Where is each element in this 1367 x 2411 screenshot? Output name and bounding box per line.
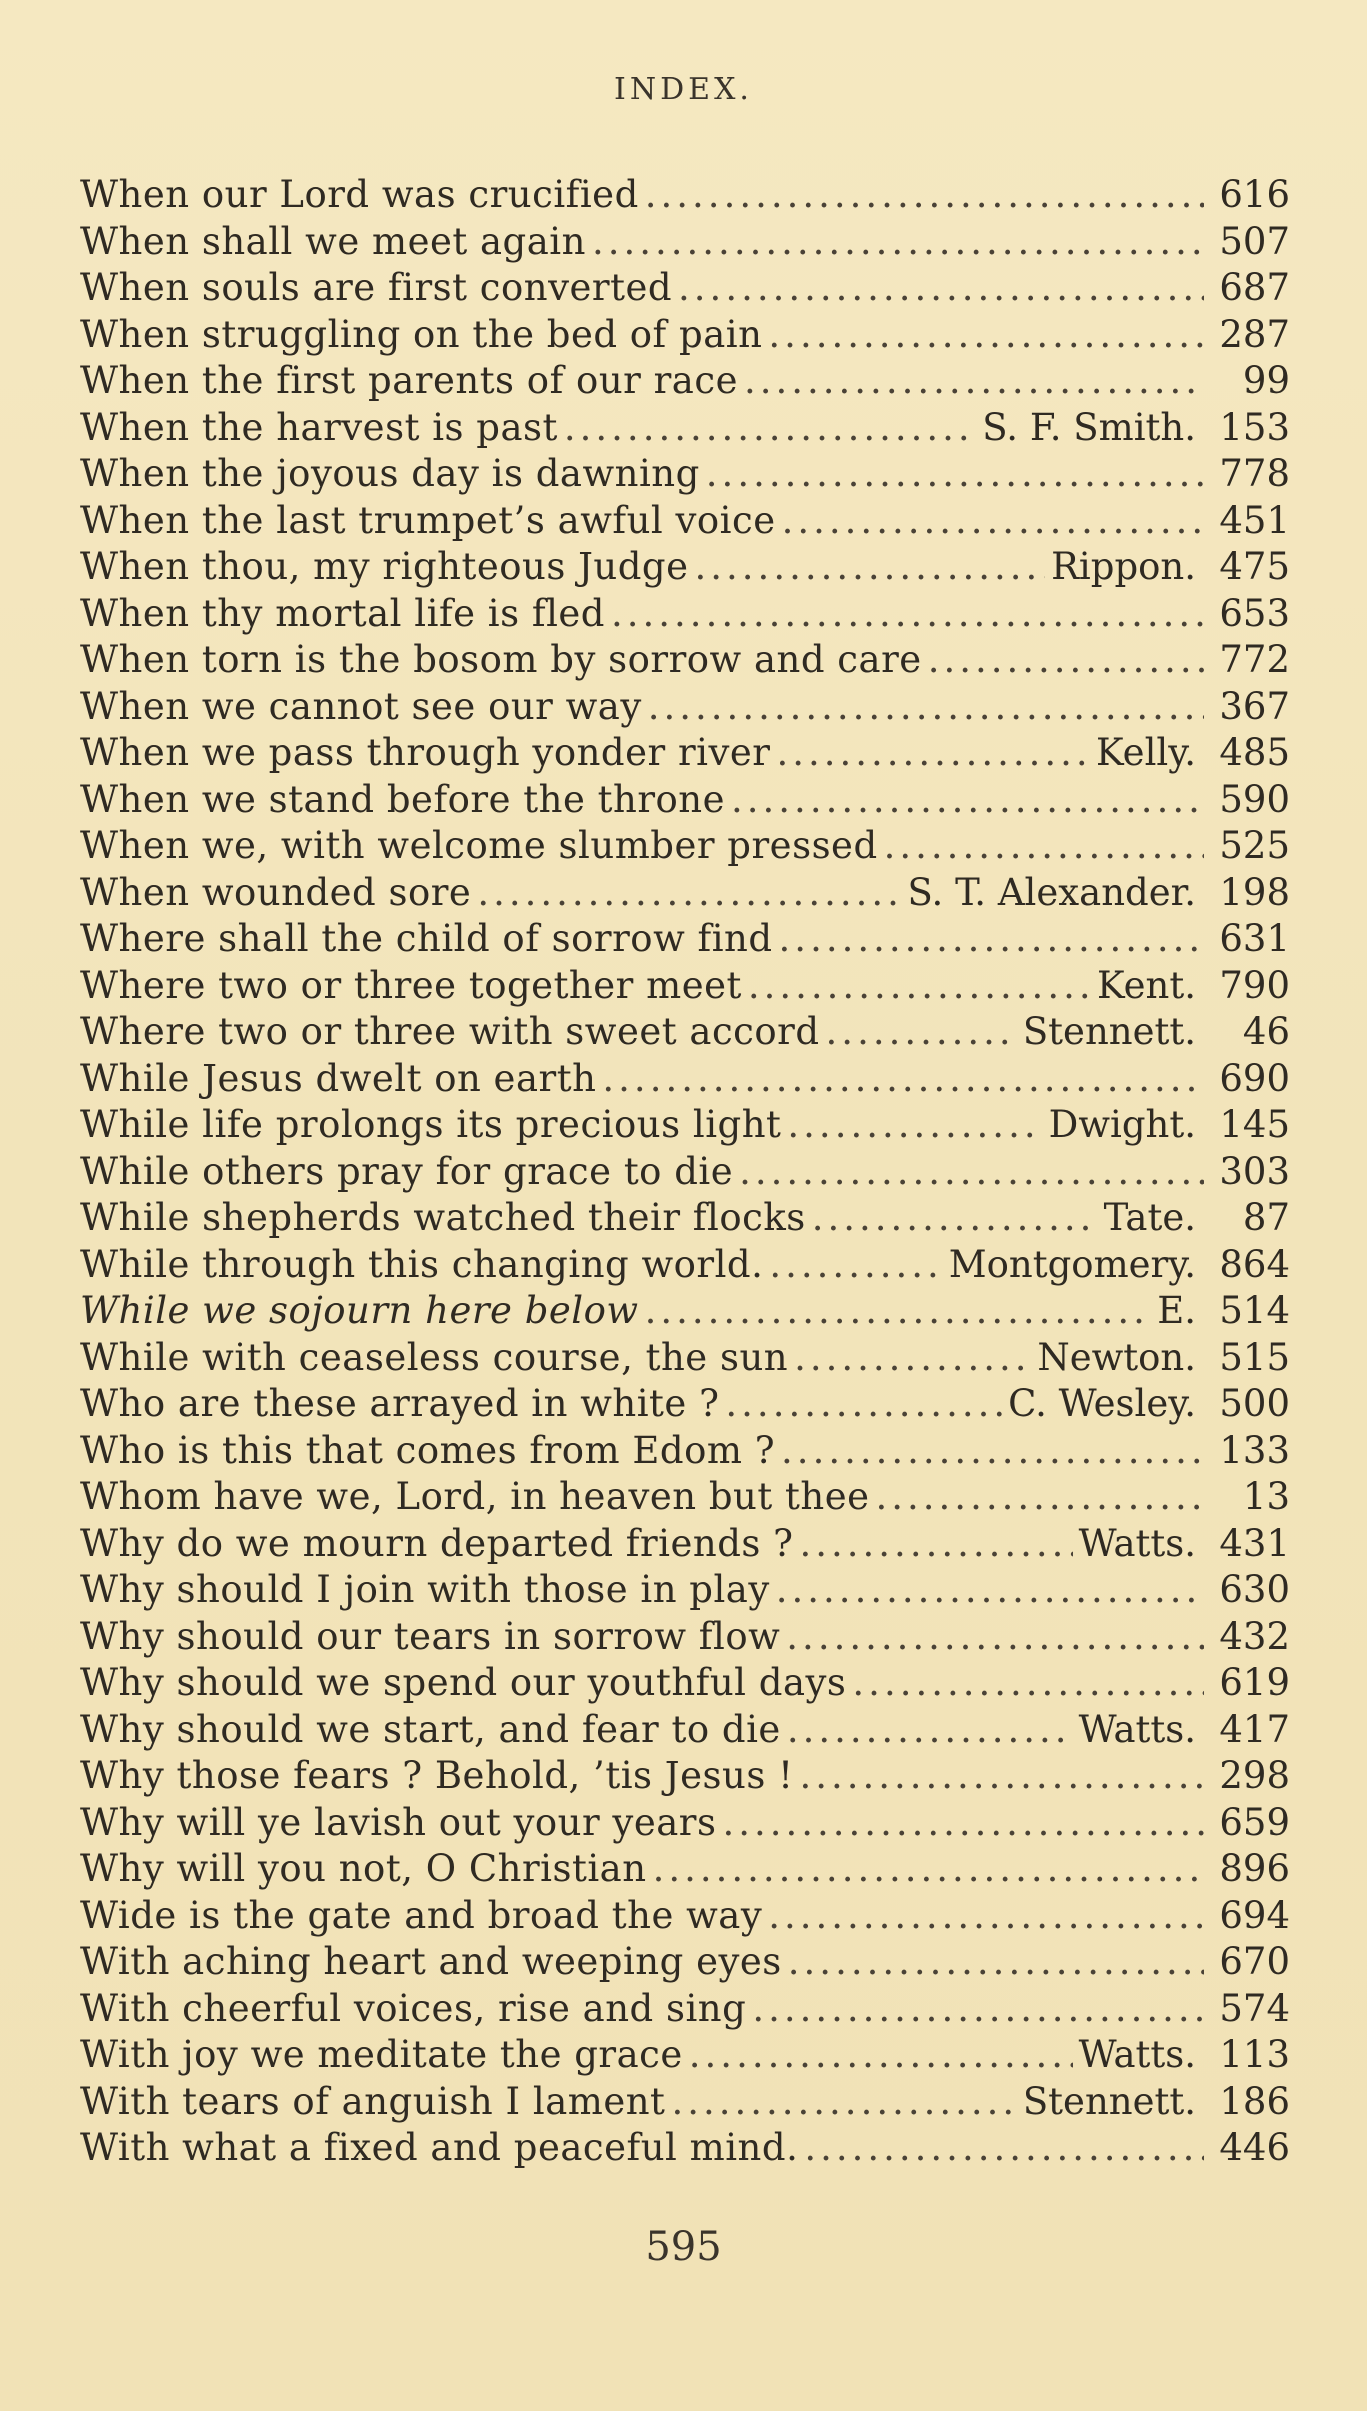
index-entry — [80, 358, 1290, 405]
entry-title: Who are these arrayed in white ? — [80, 1382, 720, 1425]
page-header: INDEX. — [614, 72, 753, 107]
index-entry — [80, 1056, 1290, 1103]
index-entry — [80, 1846, 1290, 1893]
dot-leader — [477, 870, 901, 917]
dot-leader — [769, 1242, 942, 1289]
dot-leader — [678, 265, 1204, 312]
entry-title: While through this changing world. — [80, 1242, 764, 1286]
entry-page-number: 590 — [1219, 777, 1290, 821]
entry-author: Dwight. — [1048, 1103, 1196, 1146]
index-entry — [80, 1800, 1290, 1847]
index-entry — [80, 730, 1290, 777]
index-entry — [80, 451, 1290, 498]
index-entry — [80, 2079, 1290, 2126]
index-entry — [80, 172, 1290, 219]
entry-page-number: 864 — [1219, 1242, 1290, 1286]
index-entry — [80, 1428, 1290, 1475]
index-entry — [80, 265, 1290, 312]
dot-leader — [592, 219, 1204, 266]
entry-page-number: 525 — [1219, 824, 1290, 867]
entry-title: With joy we meditate the grace — [80, 2033, 683, 2076]
dot-leader — [928, 637, 1204, 684]
index-entry — [80, 1707, 1290, 1754]
dot-leader — [602, 1056, 1204, 1103]
entry-page-number: 145 — [1219, 1103, 1290, 1146]
entry-page-number: 574 — [1219, 1986, 1290, 2030]
entry-page-number: 303 — [1219, 1149, 1290, 1193]
dot-leader — [645, 1288, 1152, 1335]
entry-title: While with ceaseless course, the sun — [80, 1335, 789, 1379]
entry-page-number: 631 — [1219, 917, 1290, 960]
entry-title: Where two or three with sweet accord — [80, 1010, 820, 1053]
entry-title: When we, with welcome slumber pressed — [80, 824, 878, 867]
dot-leader — [776, 1567, 1204, 1614]
entry-title: When wounded sore — [80, 870, 472, 914]
entry-title: Why do we mourn departed friends ? — [80, 1521, 794, 1565]
entry-page-number: 46 — [1242, 1010, 1290, 1053]
entry-page-number: 507 — [1219, 219, 1290, 263]
dot-leader — [782, 498, 1204, 545]
dot-leader — [781, 1428, 1204, 1475]
entry-page-number: 432 — [1219, 1614, 1290, 1658]
entry-page-number: 13 — [1242, 1475, 1290, 1518]
index-entry — [80, 1335, 1290, 1382]
entry-title: Whom have we, Lord, in heaven but thee — [80, 1475, 870, 1518]
entry-title: Where two or three together meet — [80, 963, 742, 1007]
entry-author: S. T. Alexander. — [907, 870, 1196, 914]
index-entry — [80, 1474, 1290, 1521]
entry-title: When thou, my righteous Judge — [80, 545, 689, 588]
dot-leader — [748, 963, 1091, 1010]
index-entry — [80, 1567, 1290, 1614]
entry-page-number: 287 — [1219, 312, 1290, 356]
entry-title: When the harvest is past — [80, 405, 558, 449]
dot-leader — [722, 1800, 1204, 1847]
entry-title: Why should we start, and fear to die — [80, 1707, 781, 1751]
dot-leader — [776, 730, 1090, 777]
entry-page-number: 659 — [1219, 1800, 1290, 1844]
dot-leader — [752, 1986, 1204, 2033]
entry-author: Rippon. — [1051, 545, 1196, 588]
index-entry — [80, 498, 1290, 545]
index-entries — [80, 172, 1290, 2172]
index-entry — [80, 1753, 1290, 1800]
entry-title: When the last trumpet’s awful voice — [80, 498, 776, 542]
entry-page-number: 446 — [1219, 2126, 1290, 2169]
entry-title: While life prolongs its precious light — [80, 1103, 782, 1146]
entry-title: Who is this that comes from Edom ? — [80, 1428, 776, 1472]
dot-leader — [884, 823, 1204, 870]
entry-author: Kelly. — [1096, 731, 1196, 774]
entry-page-number: 99 — [1242, 359, 1290, 402]
entry-title: Why will you not, O Christian — [80, 1847, 647, 1890]
entry-title: When we cannot see our way — [80, 684, 642, 728]
entry-title: Why should we spend our youthful days — [80, 1661, 847, 1704]
entry-author: Watts. — [1078, 2033, 1196, 2076]
entry-page-number: 367 — [1219, 684, 1290, 728]
entry-page-number: 778 — [1219, 452, 1290, 495]
entry-title: Where shall the child of sorrow find — [80, 917, 773, 960]
index-entry — [80, 544, 1290, 591]
entry-title: With aching heart and weeping eyes — [80, 1940, 782, 1983]
dot-leader — [799, 1753, 1204, 1800]
index-entry — [80, 870, 1290, 917]
entry-page-number: 298 — [1219, 1754, 1290, 1797]
entry-author: Kent. — [1096, 963, 1196, 1007]
index-entry — [80, 591, 1290, 638]
entry-author: Montgomery. — [948, 1242, 1196, 1286]
entry-page-number: 687 — [1219, 266, 1290, 309]
index-entry — [80, 312, 1290, 359]
entry-page-number: 417 — [1219, 1707, 1290, 1751]
entry-page-number: 153 — [1219, 405, 1290, 449]
dot-leader — [786, 1614, 1204, 1661]
page-number: 595 — [645, 2224, 722, 2270]
dot-leader — [731, 777, 1204, 824]
entry-author: Stennett. — [1022, 2079, 1196, 2123]
index-entry — [80, 777, 1290, 824]
index-entry — [80, 2032, 1290, 2079]
dot-leader — [768, 1893, 1204, 1940]
entry-title: Wide is the gate and broad the way — [80, 1893, 763, 1937]
dot-leader — [653, 1846, 1204, 1893]
entry-page-number: 690 — [1219, 1056, 1290, 1100]
index-entry — [80, 637, 1290, 684]
entry-page-number: 619 — [1219, 1661, 1290, 1704]
entry-title: With cheerful voices, rise and sing — [80, 1986, 747, 2030]
index-entry — [80, 1009, 1290, 1056]
dot-leader — [852, 1660, 1204, 1707]
entry-page-number: 451 — [1219, 498, 1290, 542]
dot-leader — [804, 2125, 1204, 2172]
entry-page-number: 514 — [1219, 1289, 1290, 1332]
dot-leader — [725, 1381, 1002, 1428]
entry-title: When souls are first converted — [80, 266, 673, 309]
entry-title: With what a fixed and peaceful mind. — [80, 2126, 799, 2169]
dot-leader — [826, 1009, 1017, 1056]
entry-title: When torn is the bosom by sorrow and care — [80, 638, 922, 681]
entry-title: When thy mortal life is fled — [80, 591, 605, 635]
entry-page-number: 772 — [1219, 638, 1290, 681]
dot-leader — [799, 1521, 1072, 1568]
dot-leader — [779, 916, 1204, 963]
index-entry — [80, 1893, 1290, 1940]
entry-author: S. F. Smith. — [982, 405, 1196, 449]
entry-title: When struggling on the bed of pain — [80, 312, 763, 356]
entry-author: Watts. — [1078, 1707, 1196, 1751]
index-entry — [80, 1521, 1290, 1568]
dot-leader — [739, 1149, 1204, 1196]
entry-page-number: 186 — [1219, 2079, 1290, 2123]
entry-page-number: 616 — [1219, 173, 1290, 216]
index-entry — [80, 823, 1290, 870]
dot-leader — [788, 1939, 1204, 1986]
index-entry — [80, 1986, 1290, 2033]
entry-page-number: 198 — [1219, 870, 1290, 914]
index-entry — [80, 1939, 1290, 1986]
entry-page-number: 485 — [1219, 731, 1290, 774]
dot-leader — [787, 1707, 1073, 1754]
index-entry — [80, 1102, 1290, 1149]
dot-leader — [695, 544, 1046, 591]
index-entry — [80, 219, 1290, 266]
entry-page-number: 653 — [1219, 591, 1290, 635]
entry-page-number: 694 — [1219, 1893, 1290, 1937]
index-entry — [80, 1660, 1290, 1707]
dot-leader — [794, 1335, 1031, 1382]
entry-title: When we pass through yonder river — [80, 731, 771, 774]
dot-leader — [744, 358, 1204, 405]
index-entry — [80, 1614, 1290, 1661]
entry-title: Why will ye lavish out your years — [80, 1800, 717, 1844]
entry-title: When our Lord was crucified — [80, 173, 639, 216]
entry-page-number: 113 — [1219, 2033, 1290, 2076]
dot-leader — [648, 684, 1204, 731]
entry-page-number: 133 — [1219, 1428, 1290, 1472]
dot-leader — [706, 451, 1204, 498]
index-entry — [80, 1149, 1290, 1196]
index-entry — [80, 1288, 1290, 1335]
entry-title: When shall we meet again — [80, 219, 586, 263]
entry-title: While others pray for grace to die — [80, 1149, 734, 1193]
entry-page-number: 896 — [1219, 1847, 1290, 1890]
dot-leader — [671, 2079, 1016, 2126]
entry-title: While we sojourn here below — [80, 1289, 639, 1332]
entry-title: Why should I join with those in play — [80, 1568, 770, 1611]
entry-author: C. Wesley. — [1008, 1382, 1196, 1425]
index-entry — [80, 684, 1290, 731]
entry-title: While shepherds watched their flocks — [80, 1196, 806, 1239]
index-entry — [80, 1381, 1290, 1428]
entry-title: Why those fears ? Behold, ’tis Jesus ! — [80, 1754, 794, 1797]
entry-page-number: 431 — [1219, 1521, 1290, 1565]
entry-author: Tate. — [1103, 1196, 1196, 1239]
dot-leader — [787, 1102, 1042, 1149]
entry-author: E. — [1157, 1289, 1196, 1332]
entry-page-number: 87 — [1242, 1196, 1290, 1239]
entry-author: Watts. — [1078, 1521, 1196, 1565]
entry-page-number: 515 — [1219, 1335, 1290, 1379]
entry-title: With tears of anguish I lament — [80, 2079, 666, 2123]
entry-author: Stennett. — [1022, 1010, 1196, 1053]
entry-title: Why should our tears in sorrow flow — [80, 1614, 781, 1658]
dot-leader — [689, 2032, 1073, 2079]
entry-page-number: 790 — [1219, 963, 1290, 1007]
entry-page-number: 500 — [1219, 1382, 1290, 1425]
dot-leader — [876, 1474, 1205, 1521]
entry-title: When the first parents of our race — [80, 359, 738, 402]
entry-title: When we stand before the throne — [80, 777, 726, 821]
index-entry — [80, 1242, 1290, 1289]
dot-leader — [611, 591, 1204, 638]
entry-page-number: 630 — [1219, 1568, 1290, 1611]
index-entry — [80, 1195, 1290, 1242]
dot-leader — [812, 1195, 1098, 1242]
dot-leader — [645, 172, 1204, 219]
index-entry — [80, 916, 1290, 963]
index-entry — [80, 405, 1290, 452]
entry-page-number: 475 — [1219, 545, 1290, 588]
index-entry — [80, 2125, 1290, 2172]
index-entry — [80, 963, 1290, 1010]
entry-page-number: 670 — [1219, 1940, 1290, 1983]
dot-leader — [768, 312, 1204, 359]
entry-title: When the joyous day is dawning — [80, 452, 700, 495]
entry-title: While Jesus dwelt on earth — [80, 1056, 597, 1100]
dot-leader — [564, 405, 976, 452]
entry-author: Newton. — [1037, 1335, 1196, 1379]
